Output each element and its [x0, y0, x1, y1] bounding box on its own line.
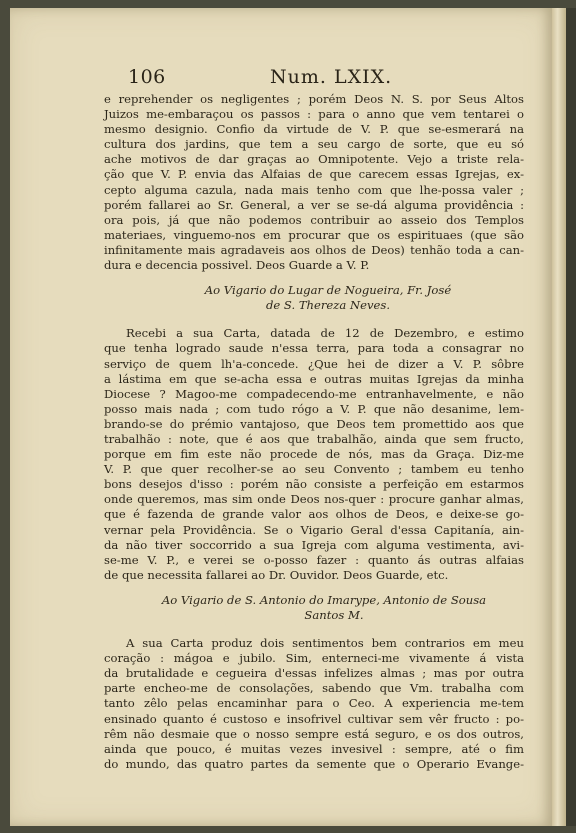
text-line: da não tiver soccorrido a sua Igreja com alguma vestimenta, avi- [104, 537, 524, 552]
heading-line: Ao Vigario de S. Antonio do Imarype, Antonio de Sousa [161, 592, 487, 607]
letter-heading-2 [104, 593, 524, 623]
text-line: tanto zêlo pelas encaminhar para o Ceo. A experiencia me-tem [104, 696, 524, 711]
text-line: do mundo, das quatro partes da semente que o Operario Evange- [104, 756, 524, 771]
text-line: A sua Carta produz dois sentimentos bem contrarios em meu [126, 636, 524, 651]
text-line: que tenha logrado saude n'essa terra, para toda a consagrar no [104, 341, 524, 356]
paragraph-3 [104, 636, 524, 772]
text-line: a lástima em que se-acha essa e outras muitas Igrejas da minha [104, 371, 524, 386]
binding-shadow [566, 8, 576, 826]
text-line: posso mais nada ; com tudo rógo a V. P. que não desanime, lem- [104, 401, 524, 416]
heading-line: Ao Vigario do Lugar de Nogueira, Fr. José [204, 283, 452, 298]
text-line: brando-se do prémio vantajoso, que Deos tem promettido aos que [104, 416, 524, 431]
text-line: ainda que pouco, é muitas vezes invesivel : sempre, até o fim [104, 741, 524, 756]
text-line: e reprehender os negligentes ; porém Deos N. S. por Seus Altos [104, 92, 524, 106]
text-line: Diocese ? Magoo-me compadecendo-me entranhavelmente, e não [104, 386, 524, 401]
text-line: ensinado quanto é custoso e insofrivel cultivar sem vêr fructo : po- [104, 711, 524, 726]
text-line: porque em fim este não procede de nós, mas da Graça. Diz-me [104, 447, 524, 462]
text-line: vernar pela Providência. Se o Vigario Geral d'essa Capitanía, ain- [104, 522, 524, 537]
text-line: Recebi a sua Carta, datada de 12 de Dezembro, e estimo [126, 326, 524, 341]
text-line: Juizos me-embaraçou os passos : para o anno que vem tentarei o [104, 107, 524, 122]
heading-line: de S. Thereza Neves. [265, 298, 391, 313]
text-line: porém fallarei ao Sr. General, a ver se se-dá alguma providência : [104, 197, 524, 212]
body-text [104, 92, 524, 772]
running-head [128, 66, 521, 88]
text-line: de que necessita fallarei ao Dr. Ouvidor. Deos Guarde, etc. [104, 567, 449, 582]
text-line: materiaes, vinguemo-nos em procurar que os espirituaes (que são [104, 227, 524, 242]
text-line: mesmo designio. Confio da virtude de V. P. que se-esmerará na [104, 122, 524, 137]
text-line: infinitamente mais agradaveis aos olhos de Deos) tenhão toda a can- [104, 242, 524, 257]
page-number: 106 [128, 66, 166, 88]
text-line: coração : mágoa e jubilo. Sim, enterneci-me vivamente á vista [104, 651, 524, 666]
page-edge [552, 8, 566, 826]
text-line: serviço de quem lh'a-concede. ¿Que hei de dizer a V. P. sôbre [104, 356, 524, 371]
heading-line: Santos M. [304, 608, 364, 622]
text-line: se-me V. P., e verei se o-posso fazer : quanto ás outras alfaias [104, 552, 524, 567]
text-line: que é fazenda de grande valor aos olhos de Deos, e deixe-se go- [104, 507, 524, 522]
text-line: cultura dos jardins, que tem a seu cargo de sorte, que eu só [104, 137, 524, 152]
text-line: bons desejos d'isso : porém não consiste a perfeição em estarmos [104, 477, 524, 492]
text-line: cepto alguma cazula, nada mais tenho com que lhe-possa valer ; [104, 182, 524, 197]
text-line: ache motivos de dar graças ao Omnipotente. Vejo a triste rela- [104, 152, 524, 167]
text-line: da brutalidade e cegueira d'essas infelizes almas ; mas por outra [104, 666, 524, 681]
text-line: rêm não desmaie que o nosso sempre está seguro, e os dos outros, [104, 726, 524, 741]
text-line: dura e decencia possivel. Deos Guarde a V. P. [104, 258, 370, 273]
text-line: trabalhão : note, que é aos que trabalhão, ainda que sem fructo, [104, 431, 524, 446]
text-line: ora pois, já que não podemos contribuir ao asseio dos Templos [104, 212, 524, 227]
letter-number-title: Num. LXIX. [270, 66, 393, 88]
text-line: V. P. que quer recolher-se ao seu Convento ; tambem eu tenho [104, 462, 524, 477]
text-line: onde queremos, mas sim onde Deos nos-quer : procure ganhar almas, [104, 492, 524, 507]
letter-heading-1 [104, 283, 524, 313]
paragraph-1 [104, 92, 524, 273]
text-line: parte encheo-me de consolações, sabendo que Vm. trabalha com [104, 681, 524, 696]
paragraph-2 [104, 326, 524, 583]
text-line: ção que V. P. envia das Alfaias de que carecem essas Igrejas, ex- [104, 167, 524, 182]
